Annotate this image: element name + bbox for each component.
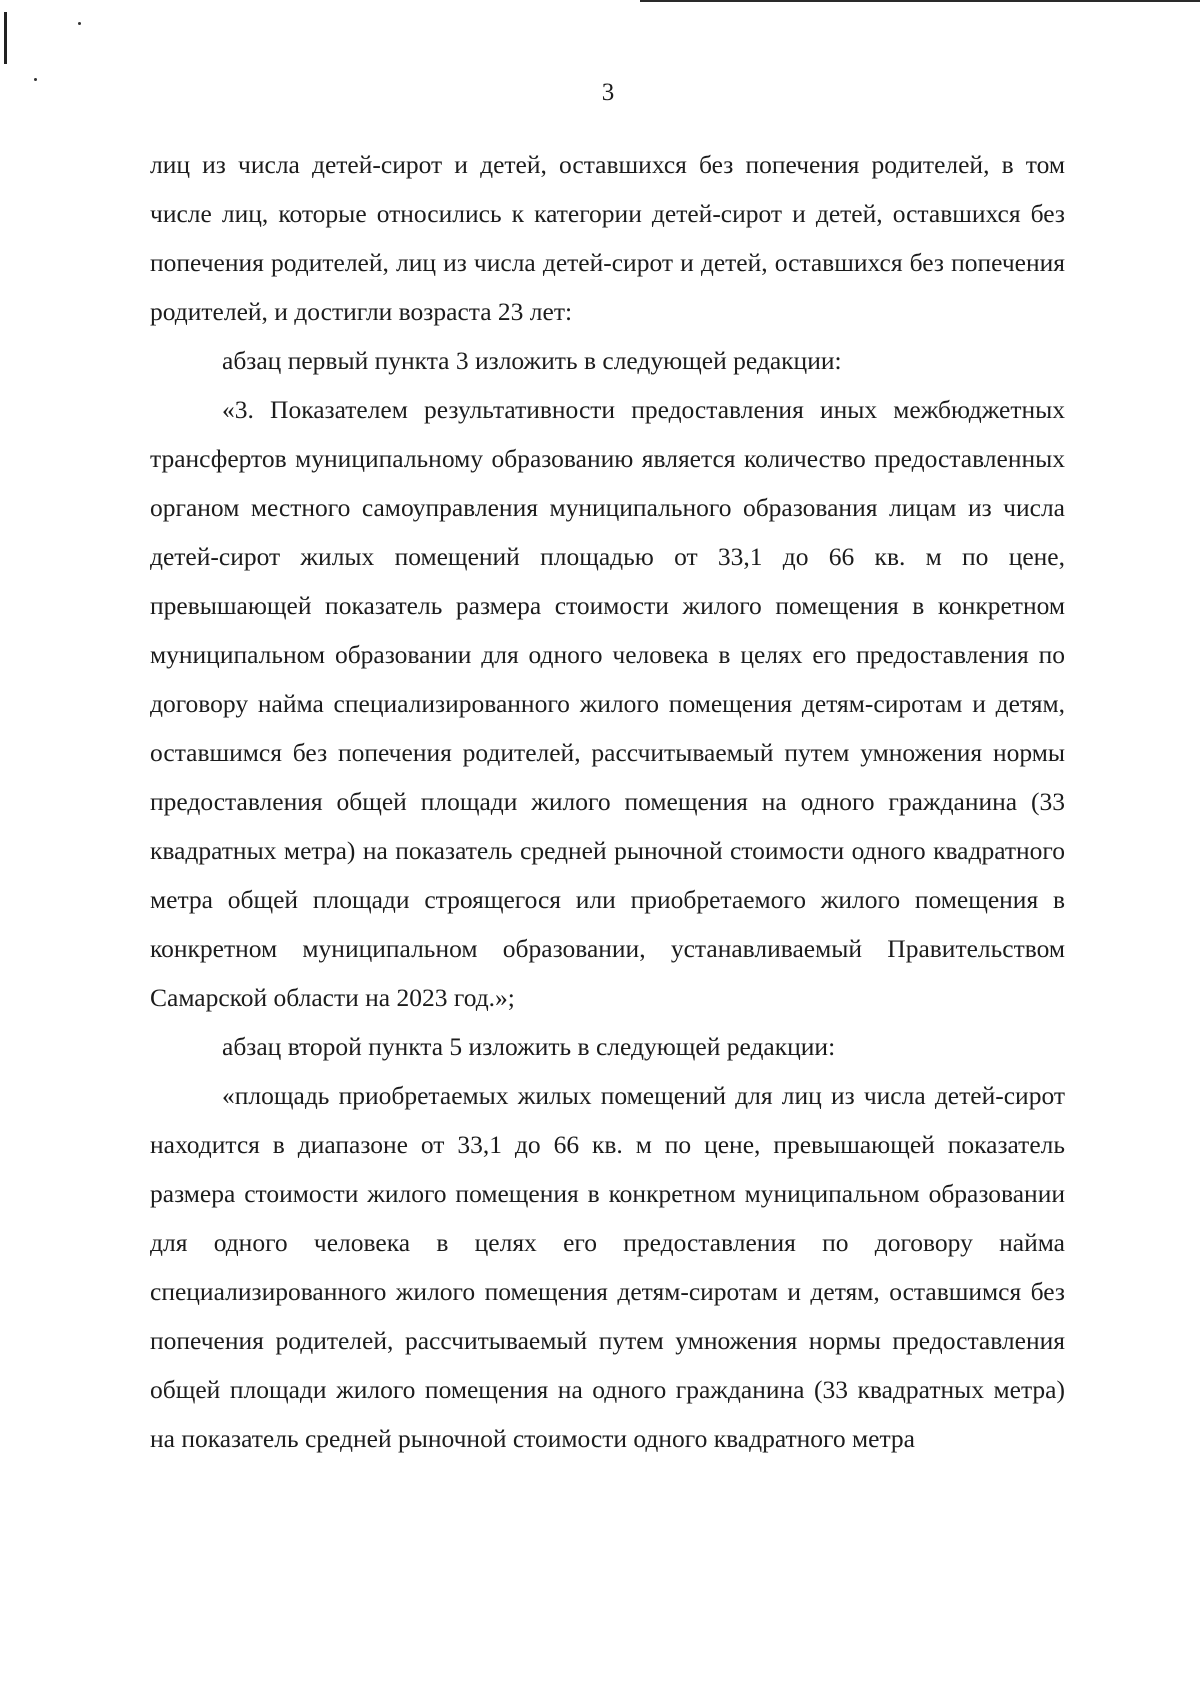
- paragraph-instruction-first: абзац первый пункта 3 изложить в следующей редакции:: [222, 346, 842, 375]
- paragraph-quoted-clause-5: «площадь приобретаемых жилых помещений для лиц из числа детей-сирот находится в диапазоне от 33,1 до 66 кв. м по цене, превышающей показатель размера стоимости жилого помещения в конкретном муниципальном образовании для одного человека в целях его предоставления по договору найма специализированного жилого помещения детям-сиротам и детям, оставшимся без попечения родителей, рассчитываемый путем умножения нормы предоставления общей площади жилого помещения на одного гражданина (33 квадратных метра) на показатель средней рыночной стоимости одного квадратного метра: [150, 1081, 1065, 1453]
- scan-speck: [78, 22, 81, 25]
- document-body: [150, 140, 1065, 1463]
- scan-edge-left: [4, 12, 7, 64]
- paragraph-instruction-second: абзац второй пункта 5 изложить в следующей редакции:: [222, 1032, 836, 1061]
- paragraph-quoted-clause-3: «3. Показателем результативности предоставления иных межбюджетных трансфертов муниципальному образованию является количество предоставленных органом местного самоуправления муниципального образования лицам из числа детей-сирот жилых помещений площадью от 33,1 до 66 кв. м по цене, превышающей показатель размера стоимости жилого помещения в конкретном муниципальном образовании для одного человека в целях его предоставления по договору найма специализированного жилого помещения детям-сиротам и детям, оставшимся без попечения родителей, рассчитываемый путем умножения нормы предоставления общей площади жилого помещения на одного гражданина (33 квадратных метра) на показатель средней рыночной стоимости одного квадратного метра общей площади строящегося или приобретаемого жилого помещения в конкретном муниципальном образовании, устанавливаемый Правительством Самарской области на 2023 год.»;: [150, 395, 1065, 1012]
- page-number: 3: [601, 79, 615, 106]
- paragraph-continuation: лиц из числа детей-сирот и детей, оставшихся без попечения родителей, в том числе лиц, которые относились к категории детей-сирот и детей, оставшихся без попечения родителей, лиц из числа детей-сирот и детей, оставшихся без попечения родителей, и достигли возраста 23 лет:: [150, 150, 1065, 326]
- scan-edge-top: [640, 0, 1200, 2]
